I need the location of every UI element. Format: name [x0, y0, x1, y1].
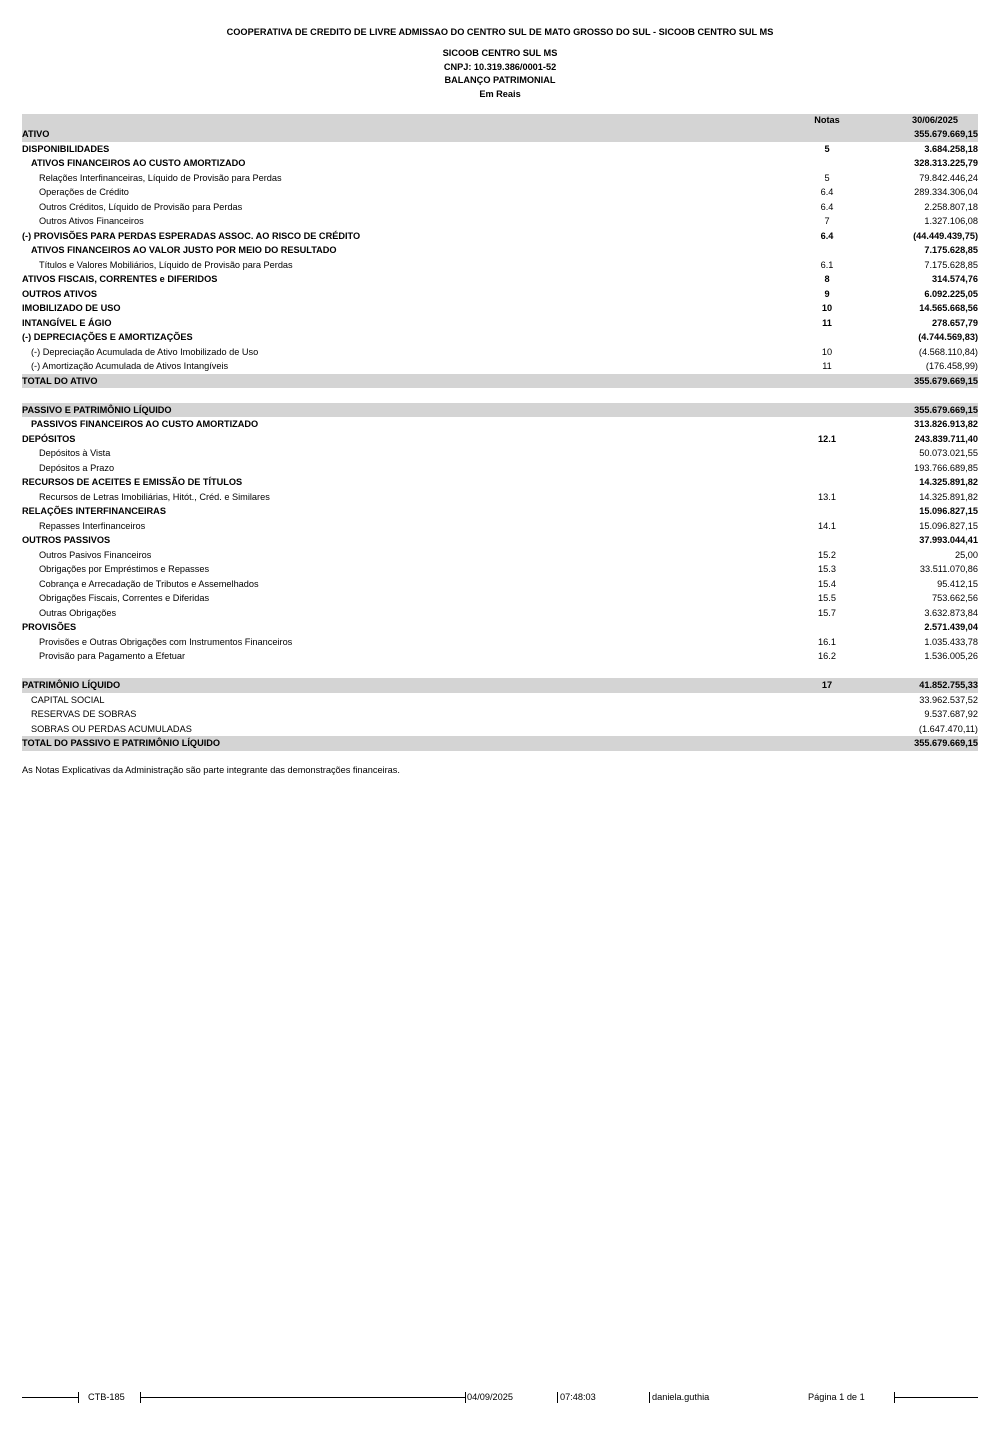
table-row — [22, 736, 978, 751]
row-label: Outros Ativos Financeiros — [39, 216, 144, 226]
row-value: 2.258.807,18 — [924, 201, 978, 212]
row-value: 41.852.755,33 — [919, 680, 978, 690]
row-note: 7 — [824, 216, 830, 226]
organization-name: COOPERATIVA DE CREDITO DE LIVRE ADMISSAO DO CENTRO SUL DE MATO GROSSO DO SUL - SICOOB CENTRO SUL MS — [226, 27, 774, 37]
row-value: 3.684.258,18 — [924, 143, 978, 154]
table-row — [22, 287, 978, 302]
row-value: 355.679.669,15 — [914, 404, 978, 415]
table-row — [22, 591, 978, 606]
row-value: 50.073.021,55 — [919, 448, 978, 458]
row-value: 15.096.827,15 — [919, 506, 978, 516]
report-title: BALANÇO PATRIMONIAL — [444, 75, 556, 85]
row-value: 37.993.044,41 — [919, 535, 978, 545]
table-row — [22, 693, 978, 708]
table-row — [22, 243, 978, 258]
row-label: Operações de Crédito — [39, 187, 129, 197]
cnpj: CNPJ: 10.319.386/0001-52 — [443, 61, 557, 72]
row-value: 7.175.628,85 — [924, 245, 978, 255]
row-note: 15.3 — [818, 564, 836, 574]
row-value: 314.574,76 — [932, 274, 978, 284]
row-value: 355.679.669,15 — [914, 375, 978, 386]
row-spacer — [22, 664, 978, 679]
row-label: ATIVOS FISCAIS, CORRENTES e DIFERIDOS — [22, 274, 218, 284]
table-row — [22, 403, 978, 418]
row-note: 15.2 — [818, 549, 836, 560]
row-label: PATRIMÔNIO LÍQUIDO — [22, 680, 121, 690]
table-row — [22, 359, 978, 374]
table-row — [22, 577, 978, 592]
row-label: RECURSOS DE ACEITES E EMISSÃO DE TÍTULOS — [22, 477, 243, 487]
table-row — [22, 301, 978, 316]
row-note: 6.1 — [820, 259, 834, 270]
table-row — [22, 432, 978, 447]
row-value: 6.092.225,05 — [924, 288, 978, 299]
table-row — [22, 678, 978, 693]
row-note: 9 — [824, 288, 830, 299]
table-row — [22, 548, 978, 563]
row-note: 17 — [821, 680, 833, 690]
table-row — [22, 258, 978, 273]
table-row — [22, 562, 978, 577]
report-unit: Em Reais — [479, 88, 521, 99]
row-label: Obrigações Fiscais, Correntes e Diferidas — [39, 593, 210, 603]
row-note: 14.1 — [818, 520, 836, 531]
footnote: As Notas Explicativas da Administração são parte integrante das demonstrações financeiras. — [22, 765, 400, 775]
table-row — [22, 707, 978, 722]
row-note: 6.4 — [820, 230, 834, 241]
row-label: ATIVOS FINANCEIROS AO CUSTO AMORTIZADO — [31, 158, 246, 168]
row-note: 5 — [824, 143, 830, 154]
row-note: 5 — [824, 172, 830, 183]
row-value: 328.313.225,79 — [914, 158, 978, 168]
row-value: 1.327.106,08 — [924, 216, 978, 226]
table-row — [22, 127, 978, 142]
row-label: CAPITAL SOCIAL — [31, 694, 105, 705]
table-row — [22, 606, 978, 621]
table-row — [22, 229, 978, 244]
row-value: 355.679.669,15 — [914, 129, 978, 139]
footer-time: 07:48:03 — [560, 1392, 596, 1402]
row-value: 25,00 — [955, 549, 978, 560]
row-label: TOTAL DO PASSIVO E PATRIMÔNIO LÍQUIDO — [22, 738, 221, 748]
table-row — [22, 519, 978, 534]
row-label: Outras Obrigações — [39, 607, 117, 618]
row-note: 10 — [821, 346, 833, 357]
row-note: 15.4 — [818, 578, 836, 589]
table-row — [22, 345, 978, 360]
row-note: 6.4 — [820, 201, 834, 212]
row-value: 243.839.711,40 — [914, 433, 978, 444]
date-column-header: 30/06/2025 — [912, 115, 958, 125]
row-value: 14.325.891,82 — [919, 477, 978, 487]
footer-page-number: Página 1 de 1 — [808, 1392, 865, 1402]
company-short-name: SICOOB CENTRO SUL MS — [442, 48, 558, 58]
row-value: 3.632.873,84 — [924, 607, 978, 618]
row-value: 313.826.913,82 — [914, 419, 978, 429]
row-note: 6.4 — [820, 187, 834, 197]
row-note: 16.1 — [818, 636, 836, 647]
row-label: Depósitos a Prazo — [39, 462, 115, 473]
row-value: (4.568.110,84) — [918, 346, 978, 357]
table-row — [22, 649, 978, 664]
footer-date: 04/09/2025 — [467, 1392, 513, 1402]
balance-sheet-table — [22, 114, 978, 751]
row-value: (1.647.470,11) — [918, 723, 978, 734]
row-value: 278.657,79 — [932, 317, 978, 328]
table-row — [22, 374, 978, 389]
row-value: (176.458,99) — [925, 361, 978, 371]
table-row — [22, 722, 978, 737]
table-row — [22, 316, 978, 331]
table-row — [22, 490, 978, 505]
notes-column-header: Notas — [814, 115, 840, 125]
table-row — [22, 200, 978, 215]
row-value: (4.744.569,83) — [918, 332, 978, 342]
table-row — [22, 620, 978, 635]
row-value: 1.035.433,78 — [924, 636, 978, 647]
report-header — [0, 27, 1000, 101]
row-label: OUTROS PASSIVOS — [22, 535, 111, 545]
row-value: 2.571.439,04 — [924, 622, 978, 632]
row-label: Depósitos à Vista — [39, 448, 111, 458]
row-value: 33.511.070,86 — [919, 564, 978, 574]
row-label: (-) Depreciação Acumulada de Ativo Imobilizado de Uso — [31, 346, 259, 357]
row-value: 753.662,56 — [932, 593, 978, 603]
row-value: 9.537.687,92 — [924, 709, 978, 719]
row-label: Títulos e Valores Mobiliários, Líquido de Provisão para Perdas — [39, 259, 293, 270]
row-label: Obrigações por Empréstimos e Repasses — [39, 564, 210, 574]
row-spacer — [22, 388, 978, 403]
row-label: TOTAL DO ATIVO — [22, 375, 98, 386]
row-label: OUTROS ATIVOS — [22, 288, 98, 299]
table-row — [22, 272, 978, 287]
footer-report-code: CTB-185 — [88, 1392, 125, 1402]
row-label: Recursos de Letras Imobiliárias, Hitót., Créd. e Similares — [39, 491, 270, 502]
table-row — [22, 475, 978, 490]
footer-user: daniela.guthia — [652, 1392, 710, 1402]
page-footer — [22, 1391, 978, 1405]
table-row — [22, 330, 978, 345]
row-value: 7.175.628,85 — [924, 259, 978, 270]
table-row — [22, 156, 978, 171]
row-value: 289.334.306,04 — [914, 187, 978, 197]
row-value: 1.536.005,26 — [924, 651, 978, 661]
row-label: INTANGÍVEL E ÁGIO — [22, 317, 112, 328]
row-label: Outros Pasivos Financeiros — [39, 549, 152, 560]
row-label: PASSIVOS FINANCEIROS AO CUSTO AMORTIZADO — [31, 419, 259, 429]
row-value: 15.096.827,15 — [919, 520, 978, 531]
table-header-row — [22, 114, 978, 127]
row-note: 8 — [824, 274, 830, 284]
row-label: SOBRAS OU PERDAS ACUMULADAS — [31, 723, 192, 734]
table-row — [22, 504, 978, 519]
row-label: PASSIVO E PATRIMÔNIO LÍQUIDO — [22, 404, 172, 415]
row-note: 11 — [822, 317, 832, 328]
row-label: RELAÇÕES INTERFINANCEIRAS — [22, 506, 166, 516]
table-row — [22, 185, 978, 200]
row-note: 15.7 — [818, 607, 836, 618]
row-value: 14.565.668,56 — [919, 303, 978, 313]
row-label: Provisão para Pagamento a Efetuar — [39, 651, 186, 661]
row-label: PROVISÕES — [22, 622, 77, 632]
row-label: DEPÓSITOS — [22, 433, 76, 444]
row-label: Outros Créditos, Líquido de Provisão para Perdas — [39, 201, 243, 212]
row-value: (44.449.439,75) — [913, 230, 978, 241]
row-label: RESERVAS DE SOBRAS — [31, 709, 137, 719]
row-label: ATIVOS FINANCEIROS AO VALOR JUSTO POR MEIO DO RESULTADO — [31, 245, 337, 255]
row-label: Repasses Interfinanceiros — [39, 520, 146, 531]
table-row — [22, 446, 978, 461]
table-row — [22, 533, 978, 548]
row-label: DISPONIBILIDADES — [22, 143, 110, 154]
row-value: 79.842.446,24 — [919, 172, 978, 183]
row-label: Cobrança e Arrecadação de Tributos e Assemelhados — [39, 578, 259, 589]
row-note: 12.1 — [818, 433, 836, 444]
row-label: IMOBILIZADO DE USO — [22, 303, 121, 313]
row-label: Provisões e Outras Obrigações com Instrumentos Financeiros — [39, 636, 293, 647]
table-row — [22, 635, 978, 650]
row-value: 355.679.669,15 — [914, 738, 978, 748]
row-note: 11 — [822, 361, 832, 371]
row-label: ATIVO — [22, 129, 50, 139]
row-note: 10 — [821, 303, 833, 313]
table-row — [22, 171, 978, 186]
row-value: 95.412,15 — [937, 578, 978, 589]
row-value: 14.325.891,82 — [919, 491, 978, 502]
row-label: Relações Interfinanceiras, Líquido de Provisão para Perdas — [39, 172, 282, 183]
table-row — [22, 461, 978, 476]
table-row — [22, 417, 978, 432]
row-value: 193.766.689,85 — [914, 462, 978, 473]
row-value: 33.962.537,52 — [919, 694, 978, 705]
row-label: (-) Amortização Acumulada de Ativos Intangíveis — [31, 361, 229, 371]
row-label: (-) DEPRECIAÇÕES E AMORTIZAÇÕES — [22, 332, 193, 342]
row-note: 16.2 — [818, 651, 836, 661]
row-note: 13.1 — [818, 491, 836, 502]
table-row — [22, 214, 978, 229]
row-note: 15.5 — [818, 593, 836, 603]
row-label: (-) PROVISÕES PARA PERDAS ESPERADAS ASSOC. AO RISCO DE CRÉDITO — [22, 230, 361, 241]
table-row — [22, 142, 978, 157]
